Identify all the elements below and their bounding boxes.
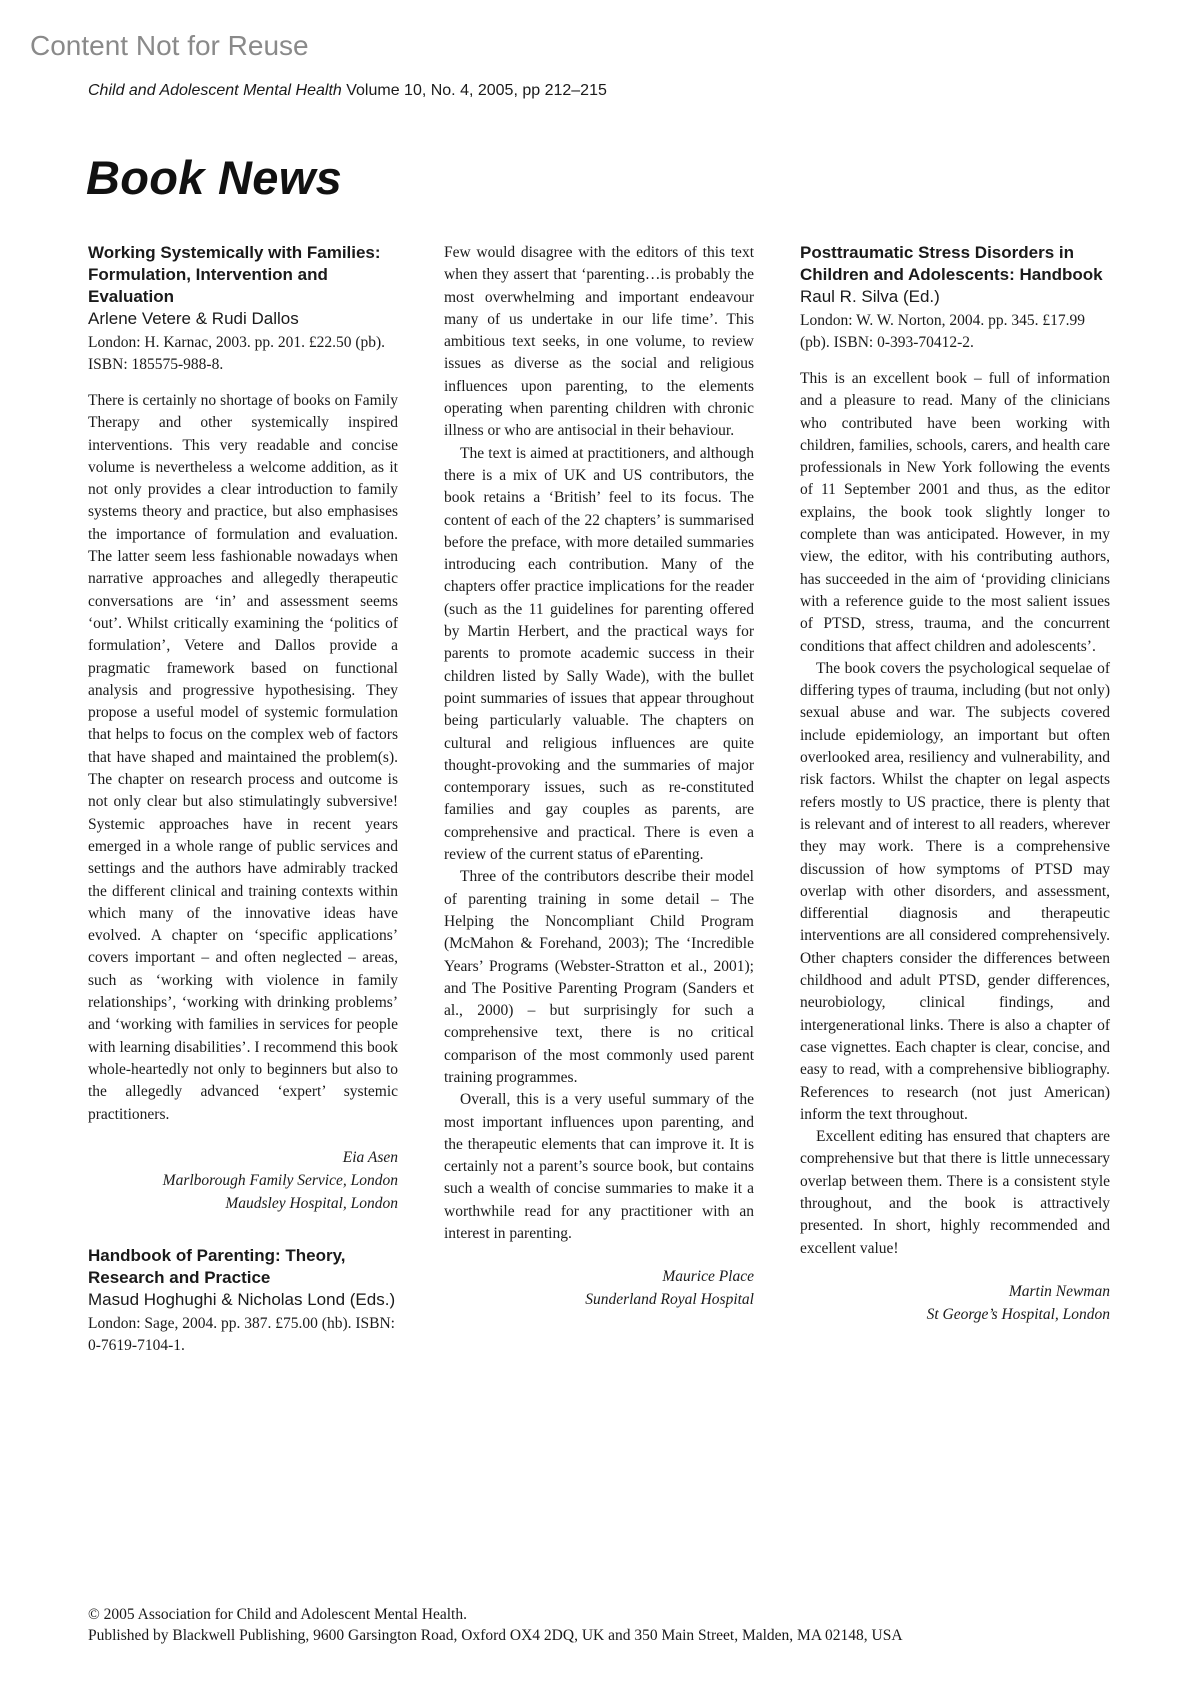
book-publication-info: London: Sage, 2004. pp. 387. £75.00 (hb). ISBN: 0-7619-7104-1. xyxy=(88,1314,395,1354)
reviewer-signature xyxy=(444,1265,754,1311)
reviewer-affiliation: Marlborough Family Service, London xyxy=(162,1171,398,1189)
copyright-notice: © 2005 Association for Child and Adolescent Mental Health. xyxy=(88,1606,467,1623)
reviewer-affiliation: Sunderland Royal Hospital xyxy=(585,1291,754,1309)
journal-details: Volume 10, No. 4, 2005, pp 212–215 xyxy=(341,82,607,99)
reviewer-name: Maurice Place xyxy=(662,1268,754,1286)
review-paragraph: The text is aimed at practitioners, and although there is a mix of UK and US contributors, the book retains a ‘British’ feel to its focus. The content of each of the 22 chapters’ is summarised before the preface, with more detailed summaries introducing each contribution. Many of the chapters offer practice implications for the reader (such as the 11 guidelines for parenting offered by Martin Herbert, and the practical ways for parents to promote academic success in their children listed by Sally Wade), with the bullet point summaries of issues that appear throughout being particularly valuable. The chapters on cultural and religious influences are quite thought-provoking and the summaries of major contemporary issues, such as re-constituted families and gay couples as parents, are comprehensive and practical. There is even a review of the current status of eParenting. xyxy=(444,444,754,864)
review-paragraph: This is an excellent book – full of information and a pleasure to read. Many of the clinicians who contributed have been working with children, families, schools, carers, and health care professionals in New York following the events of 11 September 2001 and thus, as the editor explains, the book took slightly longer to complete than was anticipated. However, in my view, the editor, with his contributing authors, has succeeded in the aim of ‘providing clinicians with a reference guide to the most salient issues of PTSD, stress, trauma, and the concurrent conditions that affect children and adolescents’. xyxy=(800,370,1110,655)
reviewer-signature xyxy=(88,1146,398,1215)
reviewer-name: Martin Newman xyxy=(1008,1282,1110,1300)
review-entry xyxy=(88,242,398,1215)
review-paragraph: There is certainly no shortage of books on Family Therapy and other systemically inspired interventions. This very readable and concise volume is nevertheless a welcome addition, as it not only provides a clear introduction to family systems theory and practice, but also emphasises the importance of formulation and evaluation. The latter seem less fashionable nowadays when narrative approaches and allegedly therapeutic conversations are ‘in’ and assessment seems ‘out’. Whilst critically examining the ‘politics of formulation’, Vetere and Dallos provide a pragmatic framework based on functional analysis and progressive hypothesising. They propose a useful model of systemic formulation that helps to focus on the complex web of factors that have shaped and maintained the problem(s). The chapter on research process and outcome is not only clear but also stimulatingly subversive! Systemic approaches have in recent years emerged in a whole range of public services and settings and the authors have admirably tracked the different clinical and training contexts within which many of the innovative ideas have evolved. A chapter on ‘specific applications’ covers important – and often neglected – areas, such as ‘working with violence in family relationships’, ‘working with drinking problems’ and ‘working with families in services for people with learning disabilities’. I recommend this book whole-heartedly not only to beginners but also to the allegedly advanced ‘expert’ systemic practitioners. xyxy=(88,392,398,1123)
book-title: Handbook of Parenting: Theory, Research and Practice xyxy=(88,1245,346,1287)
book-publication-info: London: H. Karnac, 2003. pp. 201. £22.50 (pb). ISBN: 185575-988-8. xyxy=(88,334,386,373)
book-publication-info: London: W. W. Norton, 2004. pp. 345. £17.99 (pb). ISBN: 0-393-70412-2. xyxy=(800,312,1086,351)
column-right xyxy=(800,242,1110,1326)
book-title: Working Systemically with Families: Formulation, Intervention and Evaluation xyxy=(88,243,381,306)
book-authors: Raul R. Silva (Ed.) xyxy=(800,287,940,306)
book-title: Posttraumatic Stress Disorders in Children and Adolescents: Handbook xyxy=(800,243,1103,284)
journal-header xyxy=(88,82,607,100)
watermark-text: Content Not for Reuse xyxy=(30,30,309,61)
review-paragraph: Three of the contributors describe their model of parenting training in some detail – The Helping the Noncompliant Child Program (McMahon & Forehand, 2003); The ‘Incredible Years’ Programs (Webster-Stratton et al., 2001); and The Positive Parenting Program (Sanders et al., 2000) – but surprisingly for such a comprehensive text, there is no critical comparison of the most commonly used parent training programmes. xyxy=(444,868,754,1086)
reviewer-signature xyxy=(800,1280,1110,1326)
page-footer xyxy=(88,1604,903,1646)
reviewer-name: Eia Asen xyxy=(342,1148,398,1166)
column-middle xyxy=(444,242,754,1311)
review-paragraph: Overall, this is a very useful summary of the most important influences upon parenting, and the therapeutic elements that can improve it. It is certainly not a parent’s source book, but contains such a wealth of concise summaries to make it a worthwhile read for any practitioner with an interest in parenting. xyxy=(444,1091,754,1243)
journal-name: Child and Adolescent Mental Health xyxy=(88,82,342,99)
reviewer-affiliation: Maudsley Hospital, London xyxy=(225,1194,398,1212)
review-paragraph: Few would disagree with the editors of this text when they assert that ‘parenting…is probably the most overwhelming and important endeavour many of us undertake in our life time’. This ambitious text seeks, in one volume, to review issues as diverse as the social and religious influences upon parenting, to the elements operating when parenting children with chronic illness or who are antisocial in their behaviour. xyxy=(444,244,754,440)
book-authors: Arlene Vetere & Rudi Dallos xyxy=(88,309,299,328)
review-paragraph: Excellent editing has ensured that chapters are comprehensive but that there is little unnecessary overlap between them. There is a consistent style throughout, and the book is attractively presented. In short, highly recommended and excellent value! xyxy=(800,1128,1110,1257)
review-entry xyxy=(88,1245,398,1357)
review-paragraph: The book covers the psychological sequelae of differing types of trauma, including (but not only) sexual abuse and war. The subjects covered include epidemiology, an important but often overlooked area, resiliency and vulnerability, and risk factors. Whilst the chapter on legal aspects refers mostly to US practice, there is plenty that is relevant and of interest to all readers, wherever they may work. There is a comprehensive discussion of how symptoms of PTSD may overlap with other disorders, and assessment, differential diagnosis and therapeutic interventions are all considered comprehensively. Other chapters consider the differences between childhood and adult PTSD, gender differences, neurobiology, clinical findings, and intergenerational links. There is also a chapter of case vignettes. Each chapter is clear, concise, and easy to read, with a comprehensive bibliography. References to research (not just American) inform the text throughout. xyxy=(800,659,1110,1123)
book-authors: Masud Hoghughi & Nicholas Lond (Eds.) xyxy=(88,1289,396,1309)
column-left xyxy=(88,242,398,1357)
publisher-notice: Published by Blackwell Publishing, 9600 Garsington Road, Oxford OX4 2DQ, UK and 350 Main Street, Malden, MA 02148, USA xyxy=(88,1627,903,1644)
page-title: Book News xyxy=(86,151,343,204)
reviewer-affiliation: St George’s Hospital, London xyxy=(926,1305,1110,1323)
review-entry xyxy=(800,242,1110,1326)
